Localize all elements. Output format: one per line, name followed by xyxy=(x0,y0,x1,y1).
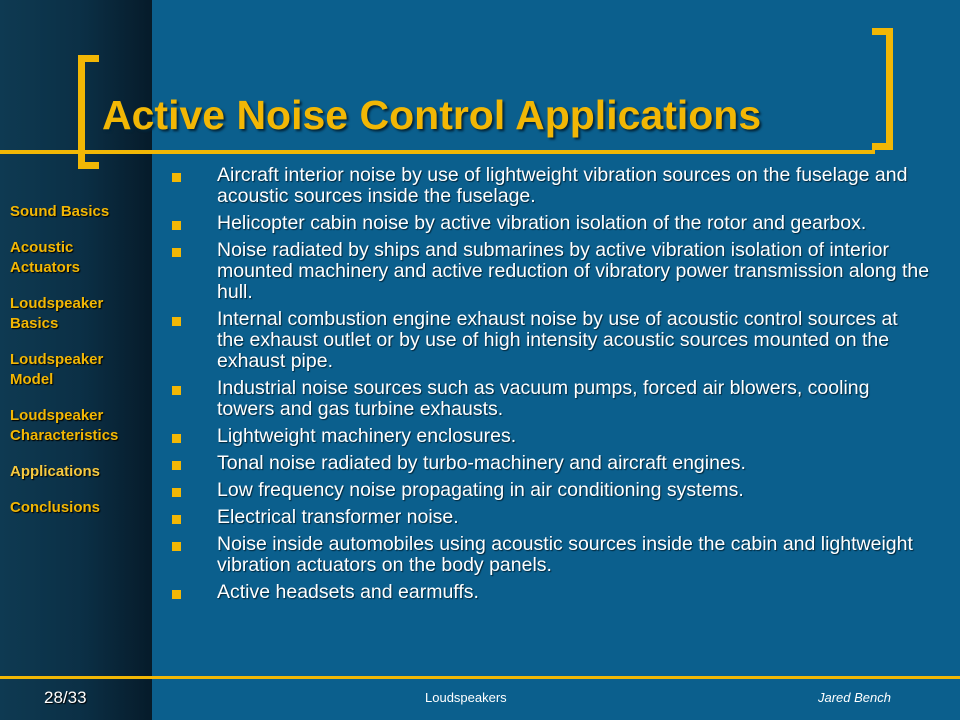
nav-item-applications[interactable]: Applications xyxy=(10,463,101,480)
list-item xyxy=(170,453,930,474)
square-bullet-icon xyxy=(172,542,181,551)
footer-rule xyxy=(0,676,960,679)
bullet-text: Low frequency noise propagating in air conditioning systems. xyxy=(217,479,744,501)
nav-item-loudspeaker-model[interactable]: Loudspeaker Model xyxy=(10,351,104,388)
square-bullet-icon xyxy=(172,461,181,470)
list-item xyxy=(170,507,930,528)
footer-topic: Loudspeakers xyxy=(425,690,507,705)
list-item xyxy=(170,480,930,501)
square-bullet-icon xyxy=(172,434,181,443)
right-bracket-decoration xyxy=(872,28,893,150)
square-bullet-icon xyxy=(172,515,181,524)
bullet-text: Industrial noise sources such as vacuum pumps, forced air blowers, cooling towers and gas turbine exhausts. xyxy=(217,377,870,420)
square-bullet-icon xyxy=(172,173,181,182)
slide-title: Active Noise Control Applications xyxy=(102,92,762,138)
bullet-text: Electrical transformer noise. xyxy=(217,506,459,528)
nav-item-sound-basics[interactable]: Sound Basics xyxy=(10,203,110,220)
page-number: 28/33 xyxy=(44,688,87,707)
list-item xyxy=(170,165,930,207)
bullet-text: Lightweight machinery enclosures. xyxy=(217,425,517,447)
list-item xyxy=(170,534,930,576)
list-item xyxy=(170,213,930,234)
square-bullet-icon xyxy=(172,317,181,326)
square-bullet-icon xyxy=(172,386,181,395)
square-bullet-icon xyxy=(172,248,181,257)
sidebar-nav xyxy=(10,202,150,534)
bullet-text: Helicopter cabin noise by active vibration isolation of the rotor and gearbox. xyxy=(217,212,867,234)
footer-author: Jared Bench xyxy=(818,690,891,705)
nav-item-loudspeaker-characteristics[interactable]: Loudspeaker Characteristics xyxy=(10,407,119,444)
bullet-text: Noise radiated by ships and submarines by active vibration isolation of interior mounted machinery and active reduction of vibratory power transmission along the hull. xyxy=(217,239,930,303)
nav-item-acoustic-actuators[interactable]: Acoustic Actuators xyxy=(10,239,81,276)
square-bullet-icon xyxy=(172,221,181,230)
nav-item-conclusions[interactable]: Conclusions xyxy=(10,499,101,516)
bullet-text: Aircraft interior noise by use of lightweight vibration sources on the fuselage and acoustic sources inside the fuselage. xyxy=(217,164,908,207)
left-bracket-decoration xyxy=(78,55,99,169)
list-item xyxy=(170,582,930,603)
list-item xyxy=(170,240,930,303)
list-item xyxy=(170,426,930,447)
bullet-text: Tonal noise radiated by turbo-machinery and aircraft engines. xyxy=(217,452,746,474)
nav-item-loudspeaker-basics[interactable]: Loudspeaker Basics xyxy=(10,295,104,332)
bullet-text: Noise inside automobiles using acoustic sources inside the cabin and lightweight vibration actuators on the body panels. xyxy=(217,533,913,576)
title-rule xyxy=(0,150,875,154)
bullet-list xyxy=(170,165,930,609)
square-bullet-icon xyxy=(172,488,181,497)
list-item xyxy=(170,378,930,420)
bullet-text: Active headsets and earmuffs. xyxy=(217,581,479,603)
list-item xyxy=(170,309,930,372)
square-bullet-icon xyxy=(172,590,181,599)
bullet-text: Internal combustion engine exhaust noise by use of acoustic control sources at the exhaust outlet or by use of high intensity acoustic sources mounted on the exhaust pipe. xyxy=(217,308,898,372)
